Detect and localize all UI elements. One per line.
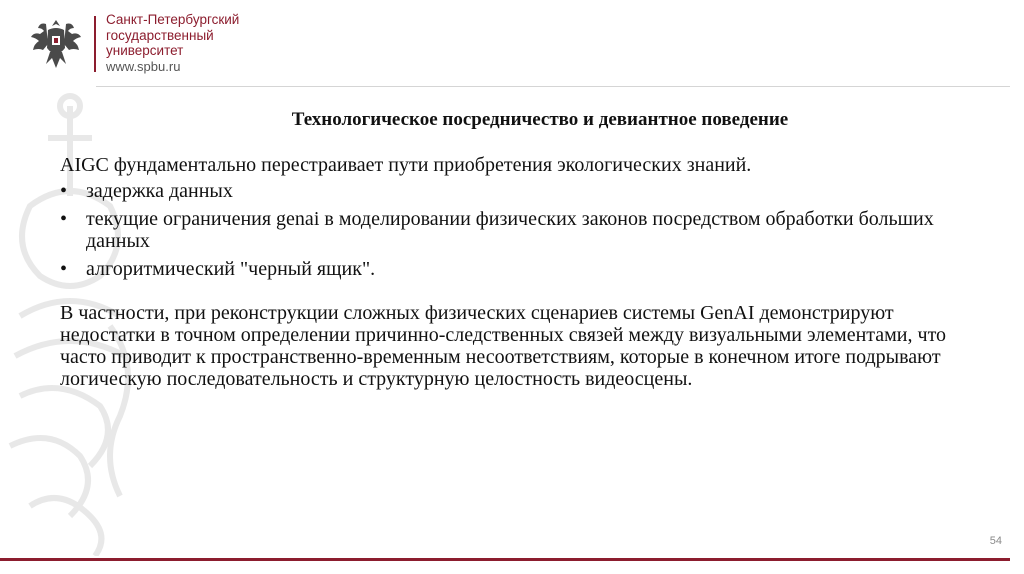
bullet-marker: • — [60, 208, 68, 230]
list-item — [60, 208, 980, 252]
bullet-text: алгоритмический "черный ящик". — [86, 258, 376, 280]
bullet-text: задержка данных — [86, 180, 233, 202]
lead-sentence: AIGC фундаментально перестраивает пути приобретения экологических знаний. — [60, 154, 752, 176]
list-item — [60, 180, 980, 202]
double-headed-eagle-crest-icon — [28, 14, 84, 72]
bullet-text: текущие ограничения genai в моделировании физических законов посредством обработки больших данных — [86, 208, 934, 252]
slide-content — [60, 108, 980, 390]
university-line-3: университет — [106, 43, 184, 58]
university-name — [106, 12, 239, 74]
bullet-list — [60, 180, 980, 280]
bullet-marker: • — [60, 180, 68, 202]
body-paragraph: В частности, при реконструкции сложных физических сценариев системы GenAI демонстрируют недостатки в точном определении причинно-следственных связей между визуальными элементами, что часто приводит к пространственно-временным несоответствиям, которые в конечном итоге подрывают логическую последовательность и структурную целостность видеосцены. — [60, 302, 947, 390]
list-item — [60, 258, 980, 280]
university-line-1: Санкт-Петербургский — [106, 12, 240, 27]
header — [28, 12, 239, 78]
header-divider — [94, 16, 96, 72]
university-line-2: государственный — [106, 27, 214, 43]
slide-title: Технологическое посредничество и девиантное поведение — [291, 109, 789, 130]
page-number: 54 — [989, 535, 1002, 547]
footer-rule — [0, 558, 1010, 561]
header-rule — [96, 86, 1010, 87]
university-website: www.spbu.ru — [106, 58, 181, 74]
bullet-marker: • — [60, 258, 68, 280]
